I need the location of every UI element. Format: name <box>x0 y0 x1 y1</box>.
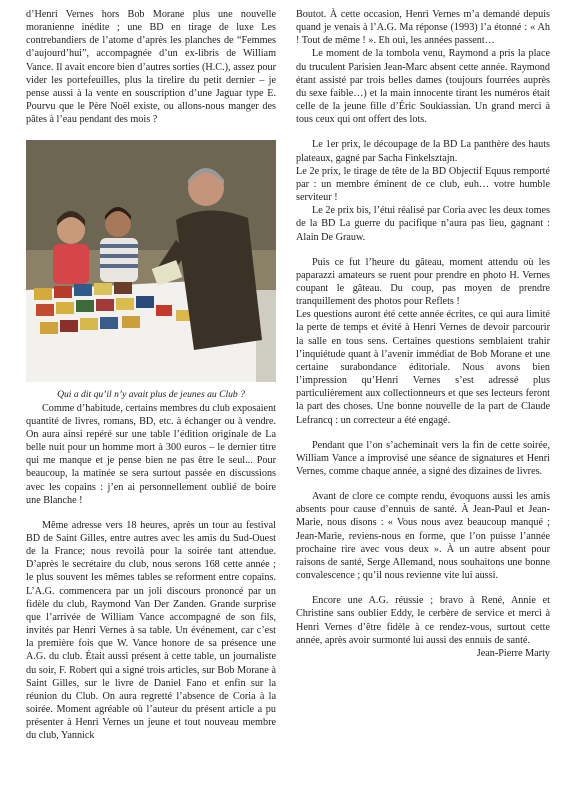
paragraph-evening: Même adresse vers 18 heures, après un tour au festival BD de Saint Gilles, entre autres avec les amis du Sud-Ouest de la France; nous revoilà pour la soirée tant attendue. D’après le secrétaire du club, nous serons 168 cette année ; le plus souvent les mêmes tables se reforment entre copains. L’A.G. commencera par un joli discours prononcé par un fidèle du club, Raymond Van Der Zanden. Grande surprise que l’arrivée de William Vance accompagné de son fils, invités par Henri Vernes à sa table. Un événement, car c’est la première fois que W. Vance honore de sa présence une A.G. du club. Était aussi présent à cette table, un journaliste du soir, F. Robert qui a signé trois articles, sur Bob Morane à Saint Gilles, sur le livre de Daniel Fano et enfin sur la réunion du Club. On aura regretté l’absence de Coria à la soirée. Moment agréable où l’auteur du présent article a pu présenter à Henri Vernes un jeune et tout nouveau membre du club, Yannick <box>26 519 276 742</box>
paragraph-questions: Les questions auront été cette année écrites, ce qui aura limité la perte de temps et évité à Henri Vernes de devoir parcourir la salle en tous sens. Certaines questions semblaient trahir l’inquiétude quant à l’avenir immédiat de Bob Morane et une certaine surabondance éditoriale. Nous avons bien l’impression qu’Henri Vernes s’est adressé plus particulièrement aux collectionneurs et que ses lecteurs feront la part des choses. Une bonne nouvelle de la part de Claude Lefrancq : un correcteur a été engagé. <box>296 309 550 426</box>
club-photo <box>26 140 276 382</box>
paragraph-signatures: Pendant que l’on s’acheminait vers la fin de cette soirée, William Vance a improvisé une séance de signatures et Henri Vernes, comme chaque année, a signé des dizaines de livres. <box>296 439 550 477</box>
paragraph-intro-continued: d’Henri Vernes hors Bob Morane plus une nouvelle moranienne inédite ; une BD en tirage de luxe Les contrebandiers de l’atome d’après les planches de “Femmes d’aujourd’hui”, accompagnée d’un ex-libris de William Vance. Il avait encore bien d’autres sorties (H.C.), assez pour vider les portefeuilles, plus la tirelire du petit dernier – je pense aussi à la vente en souscription d’une Jaguar type E. Pourvu que le Père Noël existe, ou allons-nous manger des pâtes à l’eau pendant des mois ? <box>26 9 276 126</box>
paragraph-exposition: Comme d’habitude, certains membres du club exposaient quantité de livres, romans, BD, etc. à échanger ou à vendre. On aura ainsi repéré sur une table l’édition originale de La belle nuit pour un homme mort à 300 euros – le dernier titre qui me manque et je pense bien ne pas être le seul... Pour beaucoup, la matinée se sera surtout passée en discussions avec les copains : j’en ai personnellement oublié de boire une Blanche ! <box>26 402 276 506</box>
photo-caption: Qui a dit qu’il n’y avait plus de jeunes au Club ? <box>57 389 245 401</box>
paragraph-closing: Encore une A.G. réussie ; bravo à René, Annie et Christine sans oublier Eddy, le cerbère de service et merci à Henri Vernes d’être fidèle à ce rendez-vous, surtout cette année, après avoir surmonté lui aussi des ennuis de santé. <box>296 595 550 646</box>
prize-second: Le 2e prix, le tirage de tête de la BD Objectif Equus remporté par : un membre éminent de ce club, euh… votre humble serviteur ! <box>296 165 550 204</box>
paragraph-cake: Puis ce fut l’heure du gâteau, moment attendu où les paparazzi amateurs se ruent pour prendre en photo H. Vernes coupant le gâteau. Du coup, pas moyen de prendre tranquillement des photos pour Reflets ! <box>296 256 550 308</box>
left-column <box>26 8 276 742</box>
author-signature: Jean-Pierre Marty <box>476 647 550 659</box>
right-column <box>296 8 550 660</box>
paragraph-absents: Avant de clore ce compte rendu, évoquons aussi les amis absents pour cause d’ennuis de santé. À Jean-Paul et Jean-Marie, nous disons : « Vous nous avez beaucoup manqué ; Jean-Marie, reviens-nous en forme, que l’on puisse l’année prochaine rire avec vous deux ». À un autre absent pour raisons de santé, Serge Allemand, nous souhaitons une bonne convalescence ; qu’il nous revienne vite lui aussi. <box>296 491 550 582</box>
paragraph-boutot: Boutot. À cette occasion, Henri Vernes m’a demandé depuis quand je venais à l’A.G. Ma réponse (1993) l’a étonné : « Ah ! Tout de même ! ». Eh oui, les années passent… <box>296 9 550 47</box>
paragraph-tombola: Le moment de la tombola venu, Raymond a pris la place du truculent Parisien Jean-Marc absent cette année. Raymond étant assisté par trois belles dames (toujours fourrées auprès du sexe faible…) et la main innocente tirant les numéros était celle de la jeune fille d’Éric Soukiassian. Un grand merci à tous ceux qui ont offert des lots. <box>296 48 550 126</box>
club-photo-illustration <box>26 140 276 382</box>
prize-first: Le 1er prix, le découpage de la BD La panthère des hauts plateaux, gagné par Sacha Finkelsztajn. <box>296 139 550 164</box>
prize-second-bis: Le 2e prix bis, l’étui réalisé par Coria avec les deux tomes de la BD La guerre du pacifique n’aura pas lieu, gagnant : Alain De Grauw. <box>296 205 550 243</box>
